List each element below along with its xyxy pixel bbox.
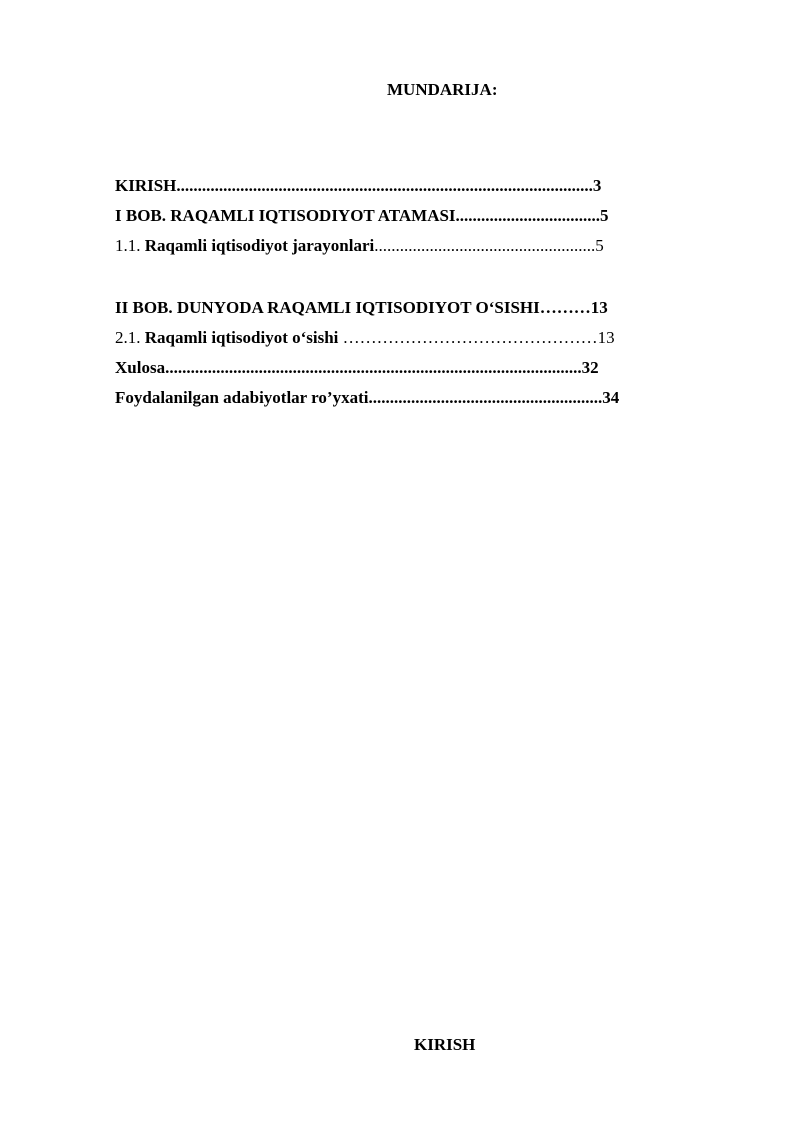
toc-entry-label: KIRISH (115, 176, 177, 195)
toc-entry-kirish (115, 176, 601, 196)
section-heading-kirish: KIRISH (414, 1035, 476, 1054)
toc-entry-number: 2.1. (115, 328, 145, 347)
toc-entry-number: 1.1. (115, 236, 145, 255)
toc-entry-leader: .................................................................................................. (165, 358, 582, 377)
toc-entry-page: 5 (600, 206, 609, 225)
toc-entry-page: 34 (602, 388, 620, 407)
toc-entry-page: 3 (592, 176, 602, 195)
toc-entry-leader: ……… (539, 298, 591, 317)
toc-entry-leader: ……………………………………… (338, 328, 598, 347)
toc-entry-page: 13 (597, 328, 615, 347)
toc-entry-leader: .................................................... (374, 236, 596, 255)
toc-entry-label: Foydalanilgan adabiyotlar ro’yxati (115, 388, 369, 407)
toc-entry-section-2-1 (115, 328, 615, 348)
toc-entry-label: Xulosa (115, 358, 166, 377)
toc-entry-chapter-2 (115, 298, 608, 318)
toc-entry-label: Raqamli iqtisodiyot jarayonlari (144, 236, 375, 255)
toc-entry-page: 5 (595, 236, 604, 255)
toc-entry-leader: .................................................................................................. (176, 176, 593, 195)
toc-entry-label: Raqamli iqtisodiyot o‘sishi (144, 328, 339, 347)
page-title: MUNDARIJA: (387, 80, 498, 99)
toc-entry-chapter-1 (115, 206, 609, 226)
toc-entry-page: 32 (581, 358, 599, 377)
toc-entry-section-1-1 (115, 236, 604, 256)
toc-entry-xulosa (115, 358, 599, 378)
toc-entry-label: I BOB. RAQAMLI IQTISODIYOT ATAMASI (115, 206, 456, 225)
toc-entry-leader: .................................. (455, 206, 601, 225)
toc-entry-page: 13 (590, 298, 608, 317)
toc-entry-references (115, 388, 619, 408)
toc-entry-label: II BOB. DUNYODA RAQAMLI IQTISODIYOT O‘SISHI (115, 298, 540, 317)
toc-entry-leader: ....................................................... (368, 388, 603, 407)
